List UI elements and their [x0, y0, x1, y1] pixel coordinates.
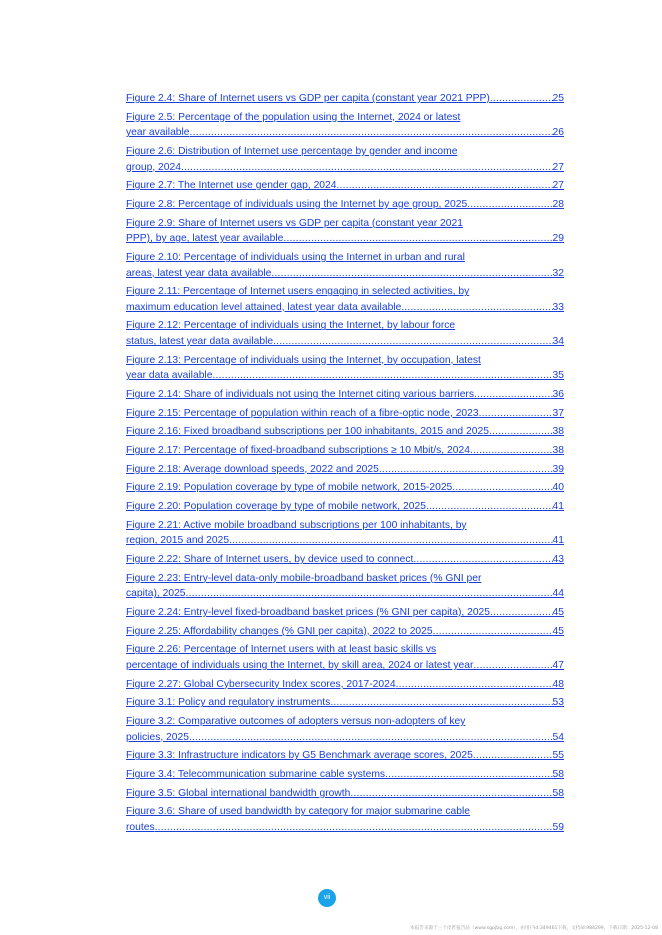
- toc-entry[interactable]: [126, 624, 564, 640]
- toc-entry-title-line: Figure 2.12: Percentage of individuals using the Internet, by labour force: [126, 320, 456, 332]
- toc-entry-title-line: Figure 2.27: Global Cybersecurity Index scores, 2017-2024: [126, 678, 396, 690]
- dot-leader: [330, 695, 552, 711]
- toc-entry-page-number: 44: [552, 588, 564, 600]
- toc-entry-title-line: Figure 3.1: Policy and regulatory instruments: [126, 697, 331, 709]
- toc-entry-page-number: 38: [552, 426, 564, 438]
- toc-entry-last-line: [126, 300, 564, 316]
- toc-entry-page-number: 32: [552, 267, 564, 279]
- toc-entry-last-line: [126, 462, 564, 478]
- toc-entry[interactable]: [126, 605, 564, 621]
- toc-entry[interactable]: [126, 178, 564, 194]
- toc-entry[interactable]: [126, 197, 564, 213]
- toc-entry-title-line: Figure 2.21: Active mobile broadband subscriptions per 100 inhabitants, by: [126, 519, 467, 531]
- toc-entry-title-line: Figure 3.3: Infrastructure indicators by G5 Benchmark average scores, 2025: [126, 750, 473, 762]
- toc-entry-last-line: [126, 586, 564, 602]
- toc-entry-title-line: policies, 2025: [126, 731, 189, 743]
- toc-entry[interactable]: [126, 91, 564, 107]
- toc-entry-page-number: 45: [552, 607, 564, 619]
- toc-entry-page-number: 54: [552, 731, 564, 743]
- toc-entry-page-number: 26: [552, 127, 564, 139]
- toc-entry-last-line: [126, 387, 564, 403]
- toc-entry[interactable]: [126, 642, 564, 673]
- toc-entry[interactable]: [126, 552, 564, 568]
- toc-entry[interactable]: [126, 677, 564, 693]
- toc-entry-last-line: [126, 178, 564, 194]
- toc-entry-page-number: 41: [552, 535, 564, 547]
- dot-leader: [470, 443, 553, 459]
- toc-entry[interactable]: [126, 480, 564, 496]
- toc-entry-last-line: [126, 605, 564, 621]
- toc-entry-page-number: 45: [552, 625, 564, 637]
- page-number-badge: vii: [318, 889, 336, 907]
- toc-entry[interactable]: [126, 748, 564, 764]
- toc-entry-title-line: capita), 2025: [126, 588, 186, 600]
- dot-leader: [283, 231, 552, 247]
- toc-entry-page-number: 43: [552, 554, 564, 566]
- toc-entry-title-line: Figure 2.11: Percentage of Internet users engaging in selected activities, by: [126, 286, 470, 298]
- dot-leader: [401, 300, 552, 316]
- dot-leader: [426, 499, 553, 515]
- toc-entry-page-number: 38: [552, 445, 564, 457]
- toc-entry-last-line: [126, 160, 564, 176]
- toc-entry-title-line: areas, latest year data available: [126, 267, 272, 279]
- toc-entry-last-line: [126, 368, 564, 384]
- toc-entry-title-line: Figure 2.8: Percentage of individuals using the Internet by age group, 2025: [126, 198, 468, 210]
- toc-entry-last-line: [126, 677, 564, 693]
- dot-leader: [350, 786, 552, 802]
- dot-leader: [379, 462, 553, 478]
- toc-entry[interactable]: [126, 695, 564, 711]
- toc-entry-last-line: [126, 552, 564, 568]
- toc-entry[interactable]: [126, 216, 564, 247]
- toc-entry-title-line: Figure 2.13: Percentage of individuals using the Internet, by occupation, latest: [126, 354, 481, 366]
- dot-leader: [273, 334, 552, 350]
- toc-entry-title-line: Figure 2.25: Affordability changes (% GNI per capita), 2022 to 2025: [126, 625, 433, 637]
- toc-entry-page-number: 47: [552, 660, 564, 672]
- toc-entry-last-line: [126, 658, 564, 674]
- toc-entry[interactable]: [126, 462, 564, 478]
- toc-entry-title-line: Figure 2.23: Entry-level data-only mobile-broadband basket prices (% GNI per: [126, 572, 482, 584]
- toc-entry-title-line: Figure 2.5: Percentage of the population using the Internet, 2024 or latest: [126, 111, 461, 123]
- toc-entry-last-line: [126, 730, 564, 746]
- dot-leader: [479, 406, 553, 422]
- toc-entry[interactable]: [126, 284, 564, 315]
- dot-leader: [396, 677, 553, 693]
- toc-entry-last-line: [126, 406, 564, 422]
- toc-entry-page-number: 39: [552, 463, 564, 475]
- dot-leader: [433, 624, 553, 640]
- toc-entry-title-line: routes: [126, 822, 155, 834]
- toc-entry-page-number: 40: [552, 482, 564, 494]
- dot-leader: [271, 266, 552, 282]
- toc-entry-title-line: Figure 2.18: Average download speeds, 2022 and 2025: [126, 463, 379, 475]
- toc-entry-last-line: [126, 480, 564, 496]
- toc-entry-last-line: [126, 231, 564, 247]
- toc-entry-last-line: [126, 334, 564, 350]
- toc-entry-page-number: 27: [552, 161, 564, 173]
- toc-entry-title-line: Figure 3.6: Share of used bandwidth by category for major submarine cable: [126, 806, 470, 818]
- table-of-figures: [126, 91, 564, 839]
- toc-entry-title-line: Figure 3.4: Telecommunication submarine cable systems: [126, 769, 386, 781]
- toc-entry-title-line: year data available: [126, 370, 213, 382]
- toc-entry-page-number: 58: [552, 769, 564, 781]
- toc-entry-page-number: 58: [552, 787, 564, 799]
- dot-leader: [490, 605, 553, 621]
- toc-entry[interactable]: [126, 406, 564, 422]
- dot-leader: [186, 586, 553, 602]
- toc-entry-title-line: Figure 2.9: Share of Internet users vs GDP per capita (constant year 2021: [126, 217, 463, 229]
- toc-entry-title-line: Figure 2.17: Percentage of fixed-broadband subscriptions ≥ 10 Mbit/s, 2024: [126, 445, 470, 457]
- dot-leader: [452, 480, 552, 496]
- dot-leader: [474, 387, 553, 403]
- dot-leader: [467, 197, 552, 213]
- toc-entry-last-line: [126, 424, 564, 440]
- toc-entry-title-line: Figure 2.16: Fixed broadband subscriptions per 100 inhabitants, 2015 and 2025: [126, 426, 489, 438]
- toc-entry[interactable]: [126, 714, 564, 745]
- toc-entry-title-line: maximum education level attained, latest year data available: [126, 301, 402, 313]
- toc-entry[interactable]: [126, 387, 564, 403]
- toc-entry-last-line: [126, 266, 564, 282]
- dot-leader: [181, 160, 553, 176]
- toc-entry[interactable]: [126, 499, 564, 515]
- toc-entry-page-number: 27: [552, 180, 564, 192]
- toc-entry[interactable]: [126, 110, 564, 141]
- toc-entry-last-line: [126, 695, 564, 711]
- toc-entry-title-line: Figure 2.14: Share of individuals not using the Internet citing various barriers: [126, 389, 474, 401]
- dot-leader: [190, 125, 553, 141]
- toc-entry[interactable]: [126, 353, 564, 384]
- toc-entry[interactable]: [126, 250, 564, 281]
- toc-entry-title-line: Figure 2.20: Population coverage by type of mobile network, 2025: [126, 501, 426, 513]
- toc-entry-page-number: 41: [552, 501, 564, 513]
- toc-entry-title-line: Figure 2.19: Population coverage by type of mobile network, 2015-2025: [126, 482, 453, 494]
- toc-entry-title-line: Figure 2.22: Share of Internet users, by device used to connect: [126, 554, 414, 566]
- dot-leader: [473, 658, 552, 674]
- dot-leader: [490, 91, 553, 107]
- toc-entry-title-line: Figure 2.6: Distribution of Internet use percentage by gender and income: [126, 145, 458, 157]
- toc-entry-title-line: percentage of individuals using the Internet, by skill area, 2024 or latest year: [126, 660, 474, 672]
- toc-entry-page-number: 25: [552, 93, 564, 104]
- toc-entry-title-line: Figure 2.24: Entry-level fixed-broadband basket prices (% GNI per capita), 2025: [126, 607, 491, 619]
- dot-leader: [473, 748, 553, 764]
- toc-entry[interactable]: [126, 318, 564, 349]
- dot-leader: [336, 178, 552, 194]
- dot-leader: [229, 533, 552, 549]
- toc-entry-last-line: [126, 786, 564, 802]
- toc-entry-title-line: Figure 2.7: The Internet use gender gap, 2024: [126, 180, 337, 192]
- toc-entry[interactable]: [126, 804, 564, 835]
- toc-entry-title-line: Figure 2.4: Share of Internet users vs GDP per capita (constant year 2021 PPP): [126, 93, 490, 104]
- download-watermark-note: 本报告来源于三个皮匠报告站（www.sgpjbg.com），由用户Id:349461下载，文档Id:984299，下载日期：2025-12-08: [410, 926, 658, 931]
- toc-entry-title-line: status, latest year data available: [126, 336, 274, 348]
- toc-entry-last-line: [126, 820, 564, 836]
- toc-entry-last-line: [126, 748, 564, 764]
- toc-entry-title-line: Figure 3.2: Comparative outcomes of adopters versus non-adopters of key: [126, 716, 466, 728]
- toc-entry-title-line: group, 2024: [126, 161, 181, 173]
- toc-entry-title-line: region, 2015 and 2025: [126, 535, 230, 547]
- toc-entry[interactable]: [126, 424, 564, 440]
- dot-leader: [413, 552, 552, 568]
- toc-entry[interactable]: [126, 786, 564, 802]
- toc-entry-last-line: [126, 125, 564, 141]
- toc-entry-last-line: [126, 767, 564, 783]
- toc-entry-page-number: 37: [552, 407, 564, 419]
- dot-leader: [189, 730, 553, 746]
- toc-entry[interactable]: [126, 144, 564, 175]
- dot-leader: [385, 767, 552, 783]
- dot-leader: [489, 424, 553, 440]
- toc-entry-page-number: 28: [552, 198, 564, 210]
- toc-entry-page-number: 53: [552, 697, 564, 709]
- toc-entry-last-line: [126, 443, 564, 459]
- toc-entry-page-number: 55: [552, 750, 564, 762]
- toc-entry-title-line: PPP), by age, latest year available: [126, 233, 284, 245]
- toc-entry-page-number: 29: [552, 233, 564, 245]
- toc-entry-last-line: [126, 91, 564, 107]
- toc-entry[interactable]: [126, 443, 564, 459]
- toc-entry-page-number: 36: [552, 389, 564, 401]
- toc-entry-title-line: Figure 2.10: Percentage of individuals using the Internet in urban and rural: [126, 251, 465, 263]
- toc-entry[interactable]: [126, 518, 564, 549]
- toc-entry-page-number: 48: [552, 678, 564, 690]
- toc-entry-last-line: [126, 197, 564, 213]
- toc-entry-title-line: Figure 2.15: Percentage of population within reach of a fibre-optic node, 2023: [126, 407, 479, 419]
- toc-entry-page-number: 59: [552, 822, 564, 834]
- toc-entry-title-line: year available: [126, 127, 190, 139]
- toc-entry-title-line: Figure 3.5: Global international bandwidth growth: [126, 787, 351, 799]
- toc-entry[interactable]: [126, 571, 564, 602]
- toc-entry-page-number: 34: [552, 336, 564, 348]
- dot-leader: [155, 820, 553, 836]
- toc-entry-last-line: [126, 499, 564, 515]
- toc-entry[interactable]: [126, 767, 564, 783]
- dot-leader: [212, 368, 552, 384]
- toc-entry-last-line: [126, 624, 564, 640]
- toc-entry-last-line: [126, 533, 564, 549]
- toc-entry-title-line: Figure 2.26: Percentage of Internet users with at least basic skills vs: [126, 644, 437, 656]
- toc-entry-page-number: 35: [552, 370, 564, 382]
- toc-entry-page-number: 33: [552, 301, 564, 313]
